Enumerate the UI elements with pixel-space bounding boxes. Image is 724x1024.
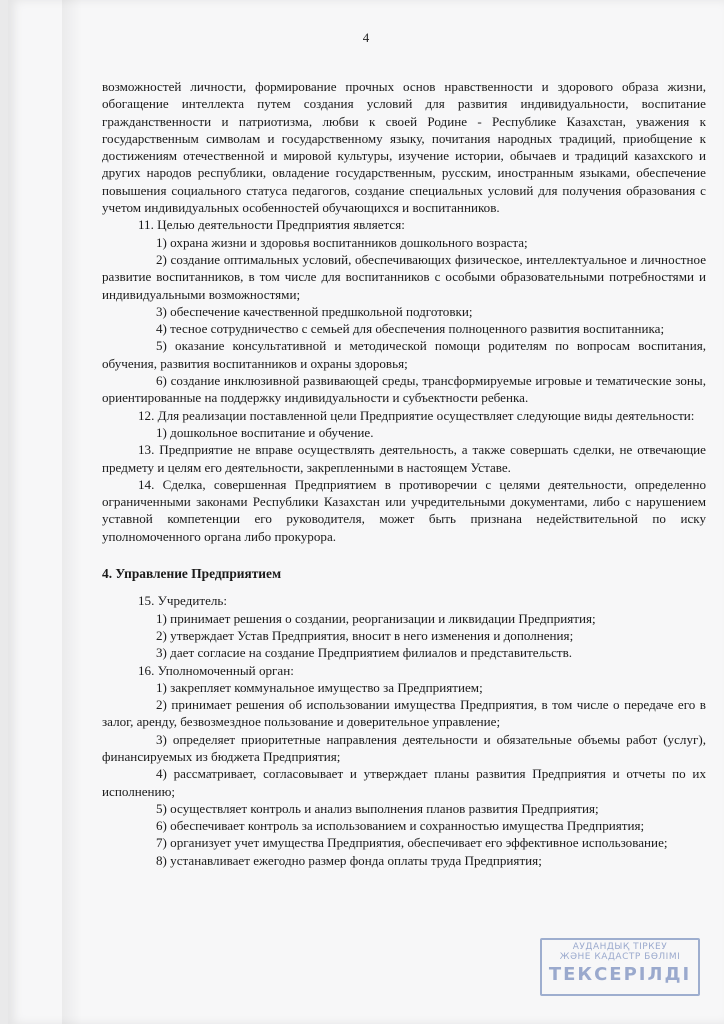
paragraph: 13. Предприятие не вправе осуществлять деятельность, а также совершать сделки, не отвечающие предмету и целям его деятельности, закрепленными в настоящем Уставе. [102, 442, 706, 475]
stamp-line-2: ЖӘНЕ КАДАСТР БӨЛІМІ [559, 952, 681, 962]
paragraph: 4) тесное сотрудничество с семьей для обеспечения полноценного развития воспитанника; [156, 321, 665, 337]
paragraph: 15. Учредитель: [138, 593, 228, 609]
paragraph: 1) охрана жизни и здоровья воспитанников дошкольного возраста; [156, 234, 528, 250]
paragraph: 6) создание инклюзивной развивающей среды, трансформируемые игровые и тематические зоны, ориентированные на поддержку индивидуальности и субъектности ребенка. [102, 373, 706, 406]
paragraph: 5) осуществляет контроль и анализ выполнения планов развития Предприятия; [156, 800, 599, 816]
paragraph: 14. Сделка, совершенная Предприятием в противоречии с целями деятельности, определенно ограниченными законами Республики Казахстан или учредительными документами, либо с нарушением уставной компетенции его руководителя, может быть признана недействительной по иску уполномоченного органа либо прокурора. [102, 476, 706, 544]
paragraph: 3) определяет приоритетные направления деятельности и обязательные объемы работ (услуг), финансируемых из бюджета Предприятия; [102, 731, 706, 764]
paragraph: 11. Целью деятельности Предприятия является: [138, 217, 405, 233]
paragraph: 2) принимает решения об использовании имущества Предприятия, в том числе о передаче его в залог, аренду, безвозмездное пользование и доверительное управление; [102, 697, 706, 730]
page-fold-shadow [62, 0, 82, 1024]
paragraph: 2) создание оптимальных условий, обеспечивающих физическое, интеллектуальное и личностное развитие воспитанников, в том числе для воспитанников с особыми образовательными потребностями и индивидуальными возможностями; [102, 251, 706, 302]
paragraph: 7) организует учет имущества Предприятия, обеспечивает его эффективное использование; [156, 835, 668, 851]
document-page [8, 0, 724, 1024]
paragraph: 1) дошкольное воспитание и обучение. [156, 424, 374, 440]
stamp-line-3: ТЕКСЕРІЛДІ [548, 964, 692, 985]
paragraphs-management-section [102, 592, 706, 869]
paragraph: 6) обеспечивает контроль за использованием и сохранностью имущества Предприятия; [156, 818, 645, 834]
paragraph: 1) закрепляет коммунальное имущество за Предприятием; [156, 679, 483, 695]
paragraph: 5) оказание консультативной и методической помощи родителям по вопросам воспитания, обучения, развития воспитанников и охраны здоровья; [102, 338, 706, 371]
section-heading: 4. Управление Предприятием [102, 566, 282, 582]
stamp-line-1: АУДАНДЫҚ ТІРКЕУ [572, 942, 668, 952]
paragraph: 12. Для реализации поставленной цели Предприятие осуществляет следующие виды деятельности: [138, 407, 695, 423]
page-number: 4 [362, 30, 370, 45]
paragraph: возможностей личности, формирование прочных основ нравственности и здорового образа жизни, обогащение интеллекта путем создания условий для развития индивидуальности, воспитание гражданственности и патриотизма, любви к своей Родине - Республике Казахстан, уважения к государственным символам и государственному языку, почитания народных традиций, приобщение к достижениям отечественной и мировой культуры, изучение истории, обычаев и традиций казахского и других народов республики, овладение государственным, русским, иностранным языками, обеспечение повышения социального статуса педагогов, создание специальных условий для получения образования с учетом индивидуальных особенностей обучающихся и воспитанников. [102, 79, 706, 216]
paragraph: 4) рассматривает, согласовывает и утверждает планы развития Предприятия и отчеты по их исполнению; [102, 766, 706, 799]
paragraph: 16. Уполномоченный орган: [138, 662, 294, 678]
paragraphs-before-section [102, 78, 706, 545]
paragraph: 3) обеспечение качественной предшкольной подготовки; [156, 303, 473, 319]
paragraph: 1) принимает решения о создании, реорганизации и ликвидации Предприятия; [156, 610, 596, 626]
document-body [102, 78, 706, 869]
paragraph: 8) устанавливает ежегодно размер фонда оплаты труда Предприятия; [156, 852, 542, 868]
verification-stamp [540, 938, 700, 996]
paragraph: 3) дает согласие на создание Предприятием филиалов и представительств. [156, 645, 573, 661]
paragraph: 2) утверждает Устав Предприятия, вносит в него изменения и дополнения; [156, 627, 574, 643]
